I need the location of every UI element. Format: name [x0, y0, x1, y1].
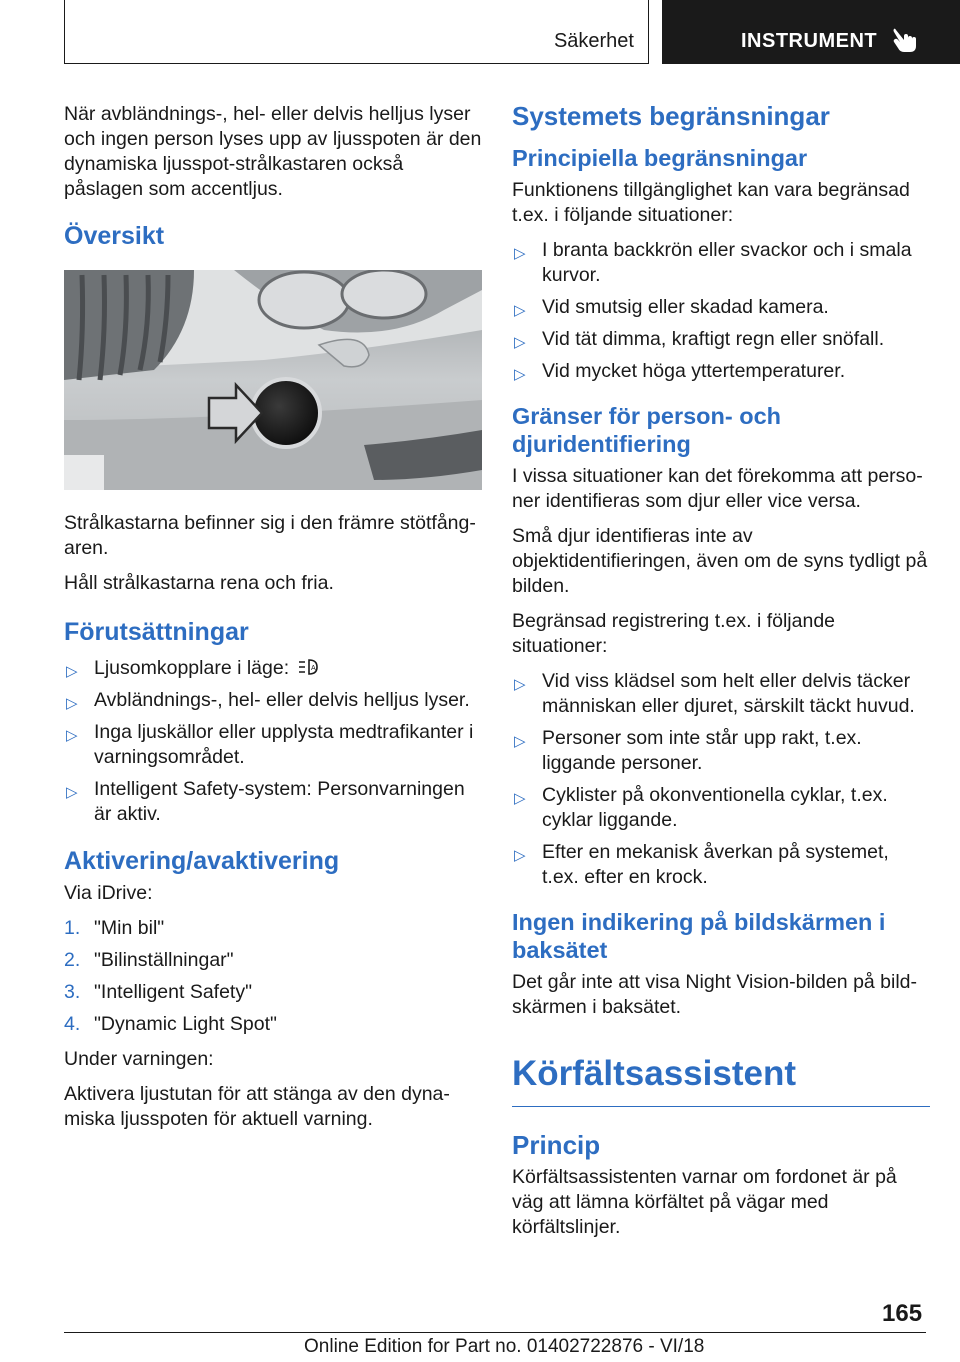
footer-edition-text: Online Edition for Part no. 01402722876 - VI/18 — [304, 1336, 705, 1357]
intro-paragraph: När avbländnings-, hel- eller delvis helljus lyser och ingen person lyses upp av ljusspoten är den dynamiska ljusspot-strålkastaren också påslagen som accentljus. — [64, 103, 482, 200]
bullet-triangle-icon: ▷ — [514, 790, 526, 807]
bullet-triangle-icon: ▷ — [514, 366, 526, 383]
list-item: 3. "Intelligent Safety" — [64, 981, 253, 1003]
left-column — [64, 102, 482, 1142]
list-item: ▷ I branta backkrön eller svackor och i smala kurvor. — [514, 239, 912, 286]
principle-heading: Princip — [512, 1130, 601, 1160]
detection-limits-p2: Små djur identifieras inte av objektidentifieringen, även om de syns tydligt på bilden. — [512, 525, 928, 597]
list-item: ▷ Inga ljuskällor eller upplysta medtrafikanter i varningsområdet. — [66, 721, 474, 768]
bullet-triangle-icon: ▷ — [66, 663, 78, 680]
list-item: ▷ Ljusomkopplare i läge: A — [64, 656, 482, 681]
no-indication-text: Det går inte att visa Night Vision-bilden på bild-skärmen i baksätet. — [512, 971, 918, 1018]
header-section-label: Säkerhet — [553, 30, 634, 52]
svg-text:A: A — [311, 665, 316, 672]
footer-rule — [64, 1332, 926, 1333]
bullet-triangle-icon: ▷ — [514, 245, 526, 262]
bullet-triangle-icon: ▷ — [514, 676, 526, 693]
header-section-box — [64, 0, 649, 64]
detection-limits-p3: Begränsad registrering t.ex. i följande situationer: — [512, 610, 836, 657]
detection-limits-p1: I vissa situationer kan det förekomma att perso-ner identifieras som djur eller vice versa. — [512, 465, 923, 512]
list-item: ▷ Vid mycket höga yttertemperaturer. — [512, 359, 930, 384]
via-idrive: Via iDrive: — [64, 882, 153, 904]
bullet-triangle-icon: ▷ — [514, 334, 526, 351]
list-item: ▷ Vid smutsig eller skadad kamera. — [512, 295, 930, 320]
list-item: ▷ Cyklister på okonventionella cyklar, t.ex. cyklar liggande. — [514, 784, 888, 831]
list-item: ▷ Avbländnings-, hel- eller delvis helljus lyser. — [64, 688, 482, 713]
headlight-illustration — [64, 270, 482, 490]
principal-limits-text: Funktionens tillgänglighet kan vara begränsad t.ex. i följande situationer: — [512, 179, 910, 226]
during-warning-text: Aktivera ljustutan för att stänga av den dyna-miska ljusspoten för aktuell varning. — [64, 1083, 450, 1130]
list-item: ▷ Intelligent Safety-system: Personvarningen är aktiv. — [66, 778, 465, 825]
bullet-triangle-icon: ▷ — [514, 847, 526, 864]
bullet-triangle-icon: ▷ — [66, 727, 78, 744]
steps-list — [64, 916, 482, 1037]
principle-text: Körfältsassistenten varnar om fordonet är på väg att lämna körfältet på vägar med körfältslinjer. — [512, 1166, 897, 1238]
page-number: 165 — [882, 1300, 923, 1327]
detection-limits-list — [512, 669, 930, 890]
activation-heading: Aktivering/avaktivering — [64, 847, 340, 875]
footer-edition — [304, 1336, 704, 1358]
pointing-hand-icon — [890, 26, 918, 54]
lane-assist-heading: Körfältsassistent — [512, 1054, 796, 1093]
principal-limits-list — [512, 238, 930, 384]
detection-limits-heading: Gränser för person- och djuridentifiering — [512, 403, 781, 457]
list-item: ▷ Efter en mekanisk åverkan på systemet, t.ex. efter en krock. — [514, 841, 889, 888]
bullet-triangle-icon: ▷ — [66, 784, 78, 801]
list-item: 2. "Bilinställningar" — [64, 949, 234, 971]
overview-heading: Översikt — [64, 222, 165, 250]
limits-heading: Systemets begränsningar — [512, 101, 830, 131]
header-chapter-box — [662, 0, 960, 64]
lane-assist-title-rule — [512, 1054, 930, 1107]
right-column — [512, 102, 930, 1250]
caption-clean: Håll strålkastarna rena och fria. — [64, 572, 334, 594]
list-item: 1. "Min bil" — [64, 917, 165, 939]
header-chapter-label: INSTRUMENT — [741, 30, 878, 52]
bullet-triangle-icon: ▷ — [514, 302, 526, 319]
caption-location: Strålkastarna befinner sig i den främre stötfång-aren. — [64, 512, 476, 559]
principal-limits-heading: Principiella begränsningar — [512, 145, 808, 171]
list-item: ▷ Vid viss klädsel som helt eller delvis täcker människan eller djuret, särskilt täckt huvud. — [514, 670, 915, 717]
auto-headlight-icon — [295, 656, 325, 678]
during-warning: Under varningen: — [64, 1048, 214, 1070]
prerequisites-heading: Förutsättningar — [64, 618, 249, 646]
list-item: 4. "Dynamic Light Spot" — [64, 1013, 277, 1035]
list-item: ▷ Vid tät dimma, kraftigt regn eller snöfall. — [512, 327, 930, 352]
prerequisites-list — [64, 656, 482, 827]
list-item: ▷ Personer som inte står upp rakt, t.ex. liggande personer. — [514, 727, 862, 774]
bullet-triangle-icon: ▷ — [514, 733, 526, 750]
bullet-triangle-icon: ▷ — [66, 695, 78, 712]
no-indication-heading: Ingen indikering på bildskärmen i baksätet — [512, 909, 886, 963]
